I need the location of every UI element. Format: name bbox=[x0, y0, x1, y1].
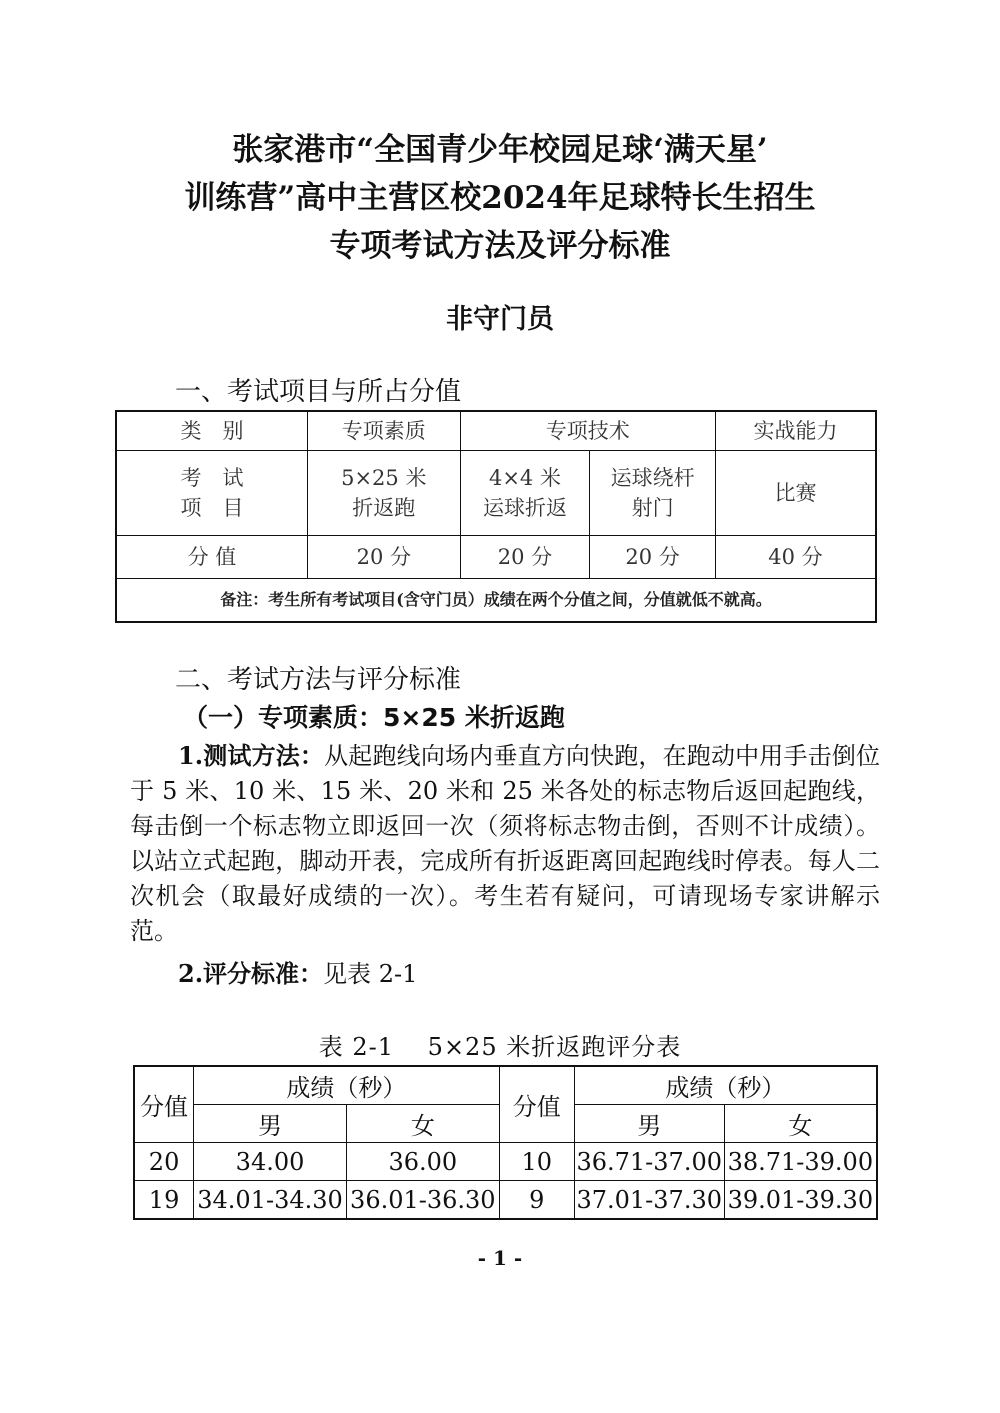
category-quality: 专项素质 bbox=[307, 411, 460, 451]
exam-items-table bbox=[115, 410, 877, 623]
category-header: 类 别 bbox=[116, 411, 307, 451]
score-value: 20 分 bbox=[590, 536, 716, 579]
score-cell: 19 bbox=[134, 1181, 194, 1220]
male-time-cell: 34.01-34.30 bbox=[194, 1181, 347, 1220]
table-row bbox=[116, 411, 876, 451]
items-label: 考 试 项 目 bbox=[116, 451, 307, 536]
male-time-cell: 34.00 bbox=[194, 1143, 347, 1181]
doc-title-line-3: 专项考试方法及评分标准 bbox=[329, 228, 671, 264]
score-cell: 9 bbox=[499, 1181, 574, 1220]
doc-title-line-2: 训练营”高中主营区校2024年足球特长生招生 bbox=[184, 180, 816, 216]
female-time-cell: 38.71-39.00 bbox=[724, 1143, 877, 1181]
criteria-label: 2.评分标准： bbox=[178, 959, 324, 988]
table-caption: 表 2-1 5×25 米折返跑评分表 bbox=[318, 1033, 682, 1061]
male-header: 男 bbox=[574, 1105, 724, 1143]
male-time-cell: 36.71-37.00 bbox=[574, 1143, 724, 1181]
criteria-paragraph bbox=[130, 956, 880, 992]
female-header: 女 bbox=[346, 1105, 499, 1143]
doc-title-line-1: 张家港市“全国青少年校园足球‘满天星’ bbox=[232, 132, 768, 168]
score-value: 20 分 bbox=[307, 536, 460, 579]
female-header: 女 bbox=[724, 1105, 877, 1143]
score-label: 分 值 bbox=[116, 536, 307, 579]
item-match: 比赛 bbox=[715, 451, 876, 536]
category-combat: 实战能力 bbox=[715, 411, 876, 451]
criteria-text: 见表 2-1 bbox=[323, 960, 418, 988]
result-header: 成绩（秒） bbox=[574, 1066, 877, 1105]
table-row bbox=[134, 1143, 877, 1181]
category-technique: 专项技术 bbox=[460, 411, 715, 451]
score-value: 20 分 bbox=[460, 536, 590, 579]
subsection-1-heading: （一）专项素质：5×25 米折返跑 bbox=[183, 703, 565, 732]
result-header: 成绩（秒） bbox=[194, 1066, 500, 1105]
table-row bbox=[134, 1181, 877, 1220]
male-time-cell: 37.01-37.30 bbox=[574, 1181, 724, 1220]
table-row bbox=[134, 1066, 877, 1105]
shuttle-run-score-table bbox=[133, 1065, 878, 1220]
method-text: 从起跑线向场内垂直方向快跑，在跑动中用手击倒位于 5 米、10 米、15 米、20 米和 25 米各处的标志物后返回起跑线，每击倒一个标志物立即返回一次（须将标志物击倒，否则不计成绩）。以站立式起跑，脚动开表，完成所有折返距离回起跑线时停表。每人二次机会（取最好成绩的一次）。考生若有疑问，可请现场专家讲解示范。 bbox=[130, 742, 881, 945]
table-row bbox=[116, 579, 876, 623]
female-time-cell: 36.00 bbox=[346, 1143, 499, 1181]
doc-subtitle: 非守门员 bbox=[446, 304, 554, 335]
score-header: 分值 bbox=[499, 1066, 574, 1143]
score-cell: 10 bbox=[499, 1143, 574, 1181]
score-header: 分值 bbox=[134, 1066, 194, 1143]
item-dribble-shoot: 运球绕杆 射门 bbox=[590, 451, 716, 536]
test-method-paragraph bbox=[130, 738, 880, 949]
female-time-cell: 39.01-39.30 bbox=[724, 1181, 877, 1220]
item-shuttle-run: 5×25 米 折返跑 bbox=[307, 451, 460, 536]
item-dribble-shuttle: 4×4 米 运球折返 bbox=[460, 451, 590, 536]
method-label: 1.测试方法： bbox=[178, 741, 325, 770]
table-row bbox=[116, 451, 876, 536]
score-value: 40 分 bbox=[715, 536, 876, 579]
table-row bbox=[116, 536, 876, 579]
section-1-heading: 一、考试项目与所占分值 bbox=[175, 377, 462, 407]
section-2-heading: 二、考试方法与评分标准 bbox=[175, 665, 462, 695]
page-number: - 1 - bbox=[477, 1246, 523, 1270]
female-time-cell: 36.01-36.30 bbox=[346, 1181, 499, 1220]
score-cell: 20 bbox=[134, 1143, 194, 1181]
male-header: 男 bbox=[194, 1105, 347, 1143]
table-note: 备注：考生所有考试项目(含守门员）成绩在两个分值之间，分值就低不就高。 bbox=[116, 579, 876, 623]
